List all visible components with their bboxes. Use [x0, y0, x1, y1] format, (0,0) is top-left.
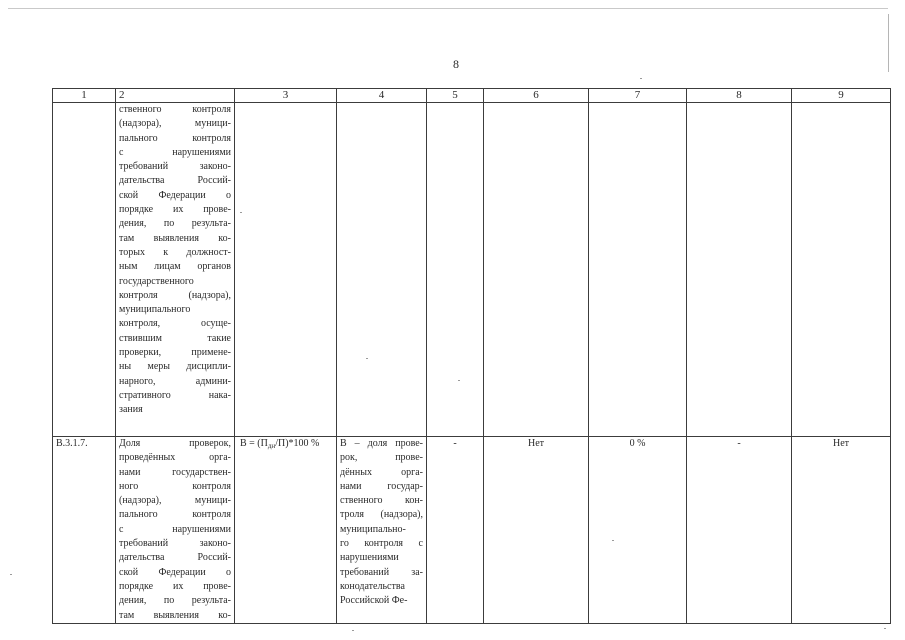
indicator-code-cell: В.3.1.7. — [53, 437, 116, 624]
text-line: нарушениями — [340, 552, 399, 564]
scan-speck — [612, 540, 614, 541]
column-number: 9 — [792, 89, 891, 103]
text-line: с нарушениями — [119, 146, 231, 158]
cell-col6: Нет — [484, 437, 589, 624]
column-number: 1 — [53, 89, 116, 103]
text-line: пального контроля — [119, 132, 231, 144]
column-number-row — [53, 89, 891, 103]
text-line: стративного нака- — [119, 389, 231, 401]
cell-col9: Нет — [792, 437, 891, 624]
formula-suffix: /П)*100 % — [275, 438, 320, 449]
scan-speck — [640, 78, 642, 79]
formula-cell — [235, 437, 337, 624]
text-line: проверки, примене- — [119, 347, 231, 359]
cell-col5 — [427, 103, 484, 437]
column-number: 4 — [337, 89, 427, 103]
formula-cell — [235, 103, 337, 437]
text-line: (надзора), муници- — [119, 495, 231, 507]
text-line: там выявления ко- — [119, 609, 231, 621]
column-number: 5 — [427, 89, 484, 103]
text-line: государственного — [119, 275, 194, 287]
text-line: дения, по результа- — [119, 218, 231, 230]
formula-subscript: дн — [267, 442, 276, 450]
text-line: ным лицам органов — [119, 261, 231, 273]
text-line: ствившим такие — [119, 332, 231, 344]
cell-col9 — [792, 103, 891, 437]
text-line: порядке их прове- — [119, 204, 231, 216]
text-line: требований законо- — [119, 538, 231, 550]
text-line: ственного кон- — [340, 495, 423, 507]
text-line: дательства Россий- — [119, 552, 231, 564]
scan-speck — [458, 380, 460, 381]
column-number: 2 — [116, 89, 235, 103]
text-line: нами государ- — [340, 480, 423, 492]
text-line: ственного контроля — [119, 104, 231, 115]
text-line: порядке их прове- — [119, 580, 231, 592]
text-line: дательства Россий- — [119, 175, 231, 187]
page-top-edge — [8, 8, 888, 9]
text-line: (надзора), муници- — [119, 118, 231, 130]
column-number: 6 — [484, 89, 589, 103]
text-line: го контроля с — [340, 538, 423, 550]
text-line: там выявления ко- — [119, 232, 231, 244]
column-number: 3 — [235, 89, 337, 103]
indicator-code-cell — [53, 103, 116, 437]
formula-description-cell — [337, 103, 427, 437]
text-line: дения, по результа- — [119, 595, 231, 607]
scan-speck — [884, 628, 886, 629]
cell-col8 — [687, 103, 792, 437]
text-line: В – доля прове- — [340, 438, 423, 449]
column-number: 8 — [687, 89, 792, 103]
text-line: требований за- — [340, 566, 423, 578]
indicator-name-cell — [116, 437, 235, 624]
scan-speck — [10, 574, 12, 575]
text-line: с нарушениями — [119, 523, 231, 535]
page-number: 8 — [453, 57, 459, 71]
text-line: контроля (надзора), — [119, 289, 231, 301]
text-line: нарного, админи- — [119, 375, 231, 387]
text-line: ного контроля — [119, 480, 231, 492]
column-number: 7 — [589, 89, 687, 103]
text-line: рок, прове- — [340, 452, 423, 464]
text-line: ны меры дисципли- — [119, 361, 231, 373]
indicator-table — [52, 88, 891, 624]
cell-col6 — [484, 103, 589, 437]
text-line: контроля, осуще- — [119, 318, 231, 330]
text-line: Российской Фе- — [340, 595, 408, 607]
cell-col5: - — [427, 437, 484, 624]
text-line: муниципально- — [340, 523, 406, 535]
indicator-name-cell — [116, 103, 235, 437]
text-line: требований законо- — [119, 161, 231, 173]
text-line: дённых орга- — [340, 466, 423, 478]
text-line: муниципального — [119, 304, 191, 316]
text-line: нами государствен- — [119, 466, 231, 478]
cell-col7: 0 % — [589, 437, 687, 624]
text-line: троля (надзора), — [340, 509, 423, 521]
cell-col8: - — [687, 437, 792, 624]
scan-speck — [240, 212, 242, 213]
table-row-continuation — [53, 103, 891, 437]
formula-prefix: В = (П — [240, 438, 268, 449]
formula-text — [238, 437, 333, 453]
formula-description-cell — [337, 437, 427, 624]
text-line: конодательства — [340, 580, 405, 592]
page-right-edge — [888, 14, 889, 72]
text-line: Доля проверок, — [119, 438, 231, 449]
text-line: проведённых орга- — [119, 452, 231, 464]
text-line: торых к должност- — [119, 246, 231, 258]
text-line: ской Федерации о — [119, 189, 231, 201]
text-line: зания — [119, 404, 143, 416]
text-line: ской Федерации о — [119, 566, 231, 578]
text-line: пального контроля — [119, 509, 231, 521]
scan-speck — [366, 358, 368, 359]
scan-speck — [352, 630, 354, 631]
cell-col7 — [589, 103, 687, 437]
table-row-b3117 — [53, 437, 891, 624]
